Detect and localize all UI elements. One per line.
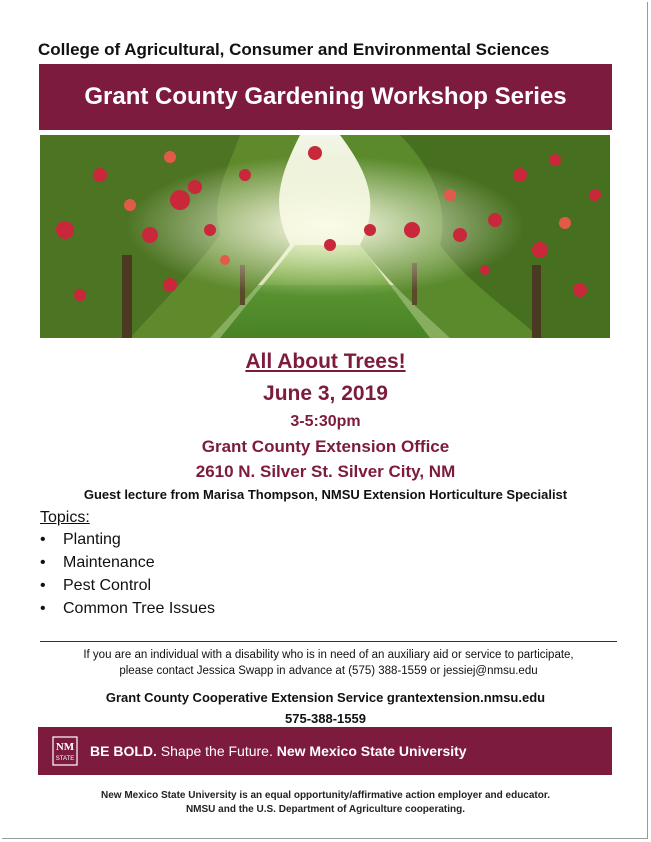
list-item: • Planting bbox=[40, 528, 215, 551]
svg-text:NM: NM bbox=[55, 741, 75, 753]
list-item: • Common Tree Issues bbox=[40, 597, 215, 620]
extension-phone: 575-388-1559 bbox=[285, 711, 366, 726]
event-time: 3-5:30pm bbox=[290, 413, 361, 430]
event-date: June 3, 2019 bbox=[263, 382, 388, 405]
nm-state-logo-icon bbox=[52, 736, 78, 766]
disability-line-2: please contact Jessica Swapp in advance at (575) 388-1559 or jessiej@nmsu.edu bbox=[119, 665, 538, 677]
list-item: • Maintenance bbox=[40, 551, 215, 574]
guest-lecture: Guest lecture from Marisa Thompson, NMSU Extension Horticulture Specialist bbox=[83, 487, 568, 502]
event-title: All About Trees! bbox=[245, 350, 406, 373]
extension-service-contact: Grant County Cooperative Extension Service grantextension.nmsu.edu bbox=[105, 690, 546, 705]
svg-text:STATE: STATE bbox=[55, 756, 75, 762]
tagline-university: New Mexico State University bbox=[276, 743, 467, 759]
tagline bbox=[90, 743, 467, 759]
list-item: • Pest Control bbox=[40, 574, 215, 597]
tagline-bold: BE BOLD. bbox=[90, 743, 157, 759]
topics-heading: Topics: bbox=[40, 509, 90, 526]
eeo-statement bbox=[0, 789, 651, 817]
college-heading: College of Agricultural, Consumer and Environmental Sciences bbox=[38, 40, 550, 59]
series-banner bbox=[39, 64, 612, 130]
disability-notice bbox=[40, 647, 617, 679]
divider bbox=[40, 641, 617, 642]
topics-list bbox=[40, 528, 215, 620]
nmsu-footer-bar bbox=[38, 727, 612, 775]
tagline-shape: Shape the Future. bbox=[156, 743, 277, 759]
event-title-line bbox=[0, 350, 651, 374]
eeo-line-2: NMSU and the U.S. Department of Agriculture cooperating. bbox=[185, 804, 466, 815]
event-venue: Grant County Extension Office bbox=[201, 437, 450, 456]
disability-line-1: If you are an individual with a disability who is in need of an auxiliary aid or service to participate, bbox=[83, 649, 574, 661]
eeo-line-1: New Mexico State University is an equal opportunity/affirmative action employer and educator. bbox=[100, 790, 550, 801]
banner-title: Grant County Gardening Workshop Series bbox=[84, 83, 567, 110]
apple-orchard-photo bbox=[40, 135, 610, 338]
event-address: 2610 N. Silver St. Silver City, NM bbox=[195, 462, 456, 481]
